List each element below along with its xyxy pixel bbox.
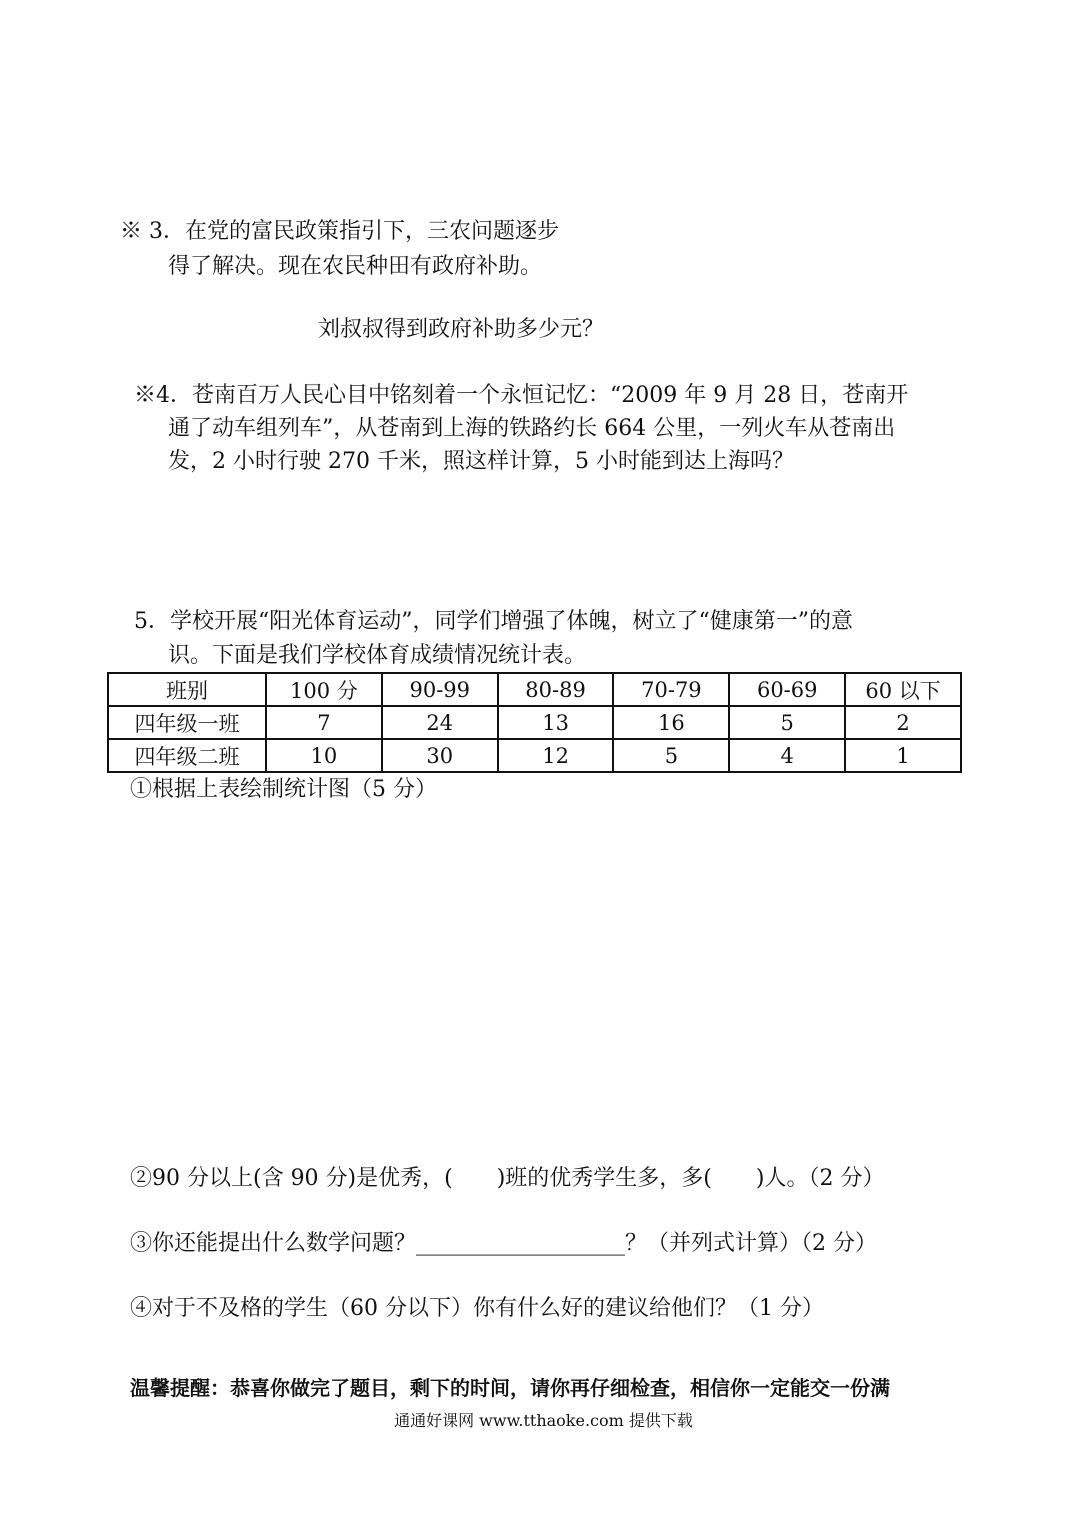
table-header-cell: 70-79 xyxy=(613,673,729,706)
q3-line-2: 得了解决。现在农民种田有政府补助。 xyxy=(168,254,543,279)
q3-question: 刘叔叔得到政府补助多少元？ xyxy=(318,317,605,342)
table-header-cell: 90-99 xyxy=(382,673,498,706)
page-footer: 通通好课网 www.tthaoke.com 提供下载 xyxy=(394,1411,693,1430)
q4-line-2: 通了动车组列车”，从苍南到上海的铁路约长 664 公里，一列火车从苍南出 xyxy=(168,416,896,441)
table-cell: 12 xyxy=(498,739,614,772)
q5-line-2: 识。下面是我们学校体育成绩情况统计表。 xyxy=(168,643,587,668)
reminder-note: 温馨提醒：恭喜你做完了题目，剩下的时间，请你再仔细检查，相信你一定能交一份满 xyxy=(130,1376,890,1400)
q5-sub-question-1: ①根据上表绘制统计图（5 分） xyxy=(130,777,437,802)
table-cell: 5 xyxy=(729,706,845,739)
table-cell: 四年级二班 xyxy=(108,739,266,772)
table-cell: 7 xyxy=(266,706,382,739)
q5-sub-question-3: ③你还能提出什么数学问题？___________________？（并列式计算）（2 分） xyxy=(130,1231,877,1256)
table-cell: 10 xyxy=(266,739,382,772)
q4-line-1: ※4．苍南百万人民心目中铭刻着一个永恒记忆：“2009 年 9 月 28 日，苍南开 xyxy=(134,383,909,408)
q4-line-3: 发，2 小时行驶 270 千米，照这样计算，5 小时能到达上海吗？ xyxy=(168,449,794,474)
q5-sub-question-2: ②90 分以上(含 90 分)是优秀，( )班的优秀学生多，多( )人。（2 分） xyxy=(130,1166,885,1191)
table-cell: 4 xyxy=(729,739,845,772)
table-header-cell: 100 分 xyxy=(266,673,382,706)
table-header-row xyxy=(108,673,961,706)
table-cell: 四年级一班 xyxy=(108,706,266,739)
table-row xyxy=(108,706,961,739)
table-header-cell: 60-69 xyxy=(729,673,845,706)
table-cell: 5 xyxy=(613,739,729,772)
table-header-cell: 80-89 xyxy=(498,673,614,706)
table-cell: 16 xyxy=(613,706,729,739)
table-cell: 13 xyxy=(498,706,614,739)
table-row xyxy=(108,739,961,772)
table-cell: 24 xyxy=(382,706,498,739)
table-header-cell: 班别 xyxy=(108,673,266,706)
score-stats-table xyxy=(107,672,962,773)
table-cell: 30 xyxy=(382,739,498,772)
q3-line-1: ※ 3．在党的富民政策指引下，三农问题逐步 xyxy=(120,219,559,244)
table-cell: 1 xyxy=(845,739,961,772)
q5-sub-question-4: ④对于不及格的学生（60 分以下）你有什么好的建议给他们？（1 分） xyxy=(130,1296,824,1321)
table-cell: 2 xyxy=(845,706,961,739)
table-header-cell: 60 以下 xyxy=(845,673,961,706)
q5-line-1: 5．学校开展“阳光体育运动”，同学们增强了体魄，树立了“健康第一”的意 xyxy=(134,609,853,634)
